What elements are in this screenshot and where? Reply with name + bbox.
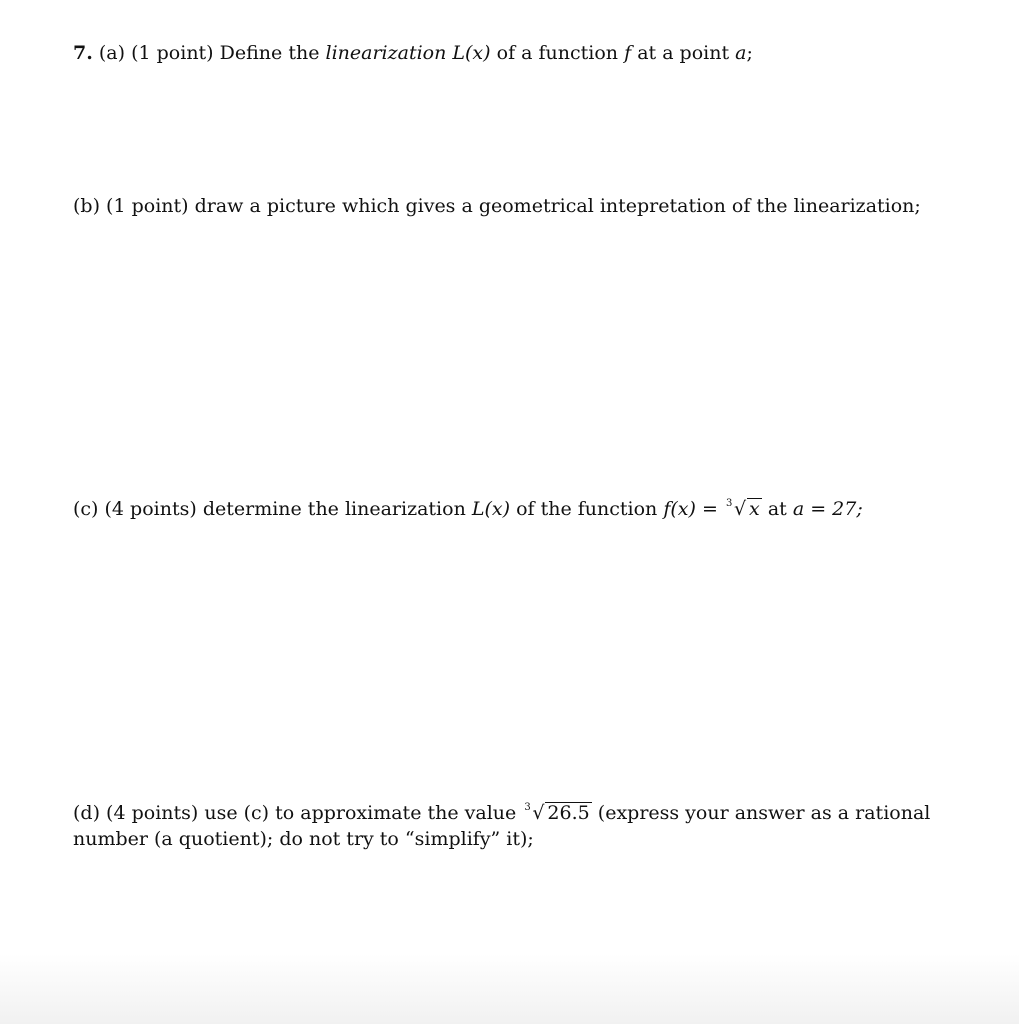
part-c-text-3: at [767, 498, 787, 520]
part-b-points: (1 point) [106, 195, 189, 217]
question-b-line [73, 193, 921, 219]
question-d-line-2 [73, 826, 534, 852]
part-d-cube-root [524, 800, 591, 826]
part-a-label: (a) [98, 42, 126, 64]
part-d-root-argument: 26.5 [547, 802, 590, 824]
question-a-line [73, 40, 753, 66]
part-b-text: draw a picture which gives a geometrical intepretation of the linearization; [194, 195, 921, 217]
part-a-point-symbol: a [735, 42, 747, 64]
part-a-points: (1 point) [131, 42, 214, 64]
question-number: 7. [73, 42, 93, 64]
part-d-root-index: 3 [524, 802, 531, 813]
part-a-text-3: at a point [637, 42, 730, 64]
part-c-point-value: a = 27; [792, 498, 863, 520]
page-bottom-shadow [0, 954, 1019, 1024]
part-c-equals: = [701, 498, 718, 520]
part-a-linearization-symbol: L(x) [452, 42, 491, 64]
part-c-linearization-symbol: L(x) [471, 498, 511, 520]
part-d-points: (4 points) [106, 802, 199, 824]
part-a-function-symbol: f [624, 42, 632, 64]
part-b-label: (b) [73, 195, 100, 217]
part-c-function-symbol: f(x) [663, 498, 696, 520]
part-d-text-1: use (c) to approximate the value [204, 802, 517, 824]
part-c-text-1: determine the linearization [202, 498, 466, 520]
part-d-label: (d) [73, 802, 100, 824]
part-d-text-2: (express your answer as a rational [597, 802, 931, 824]
part-c-root-argument: x [749, 498, 760, 520]
part-a-semicolon: ; [746, 42, 753, 64]
part-a-text-1: Define the [219, 42, 320, 64]
part-c-radical-sign: √ [733, 498, 747, 520]
part-a-text-2: of a function [496, 42, 619, 64]
question-c-line [73, 496, 863, 522]
part-c-points: (4 points) [104, 498, 197, 520]
part-a-term: linearization [325, 42, 447, 64]
question-d-line-1 [73, 800, 930, 826]
part-d-radical-sign: √ [532, 802, 545, 824]
part-c-root-index: 3 [725, 498, 733, 509]
part-d-text-3: number (a quotient); do not try to “simplify” it); [73, 828, 534, 850]
part-c-text-2: of the function [516, 498, 658, 520]
part-c-cube-root [725, 496, 762, 522]
part-c-label: (c) [73, 498, 99, 520]
